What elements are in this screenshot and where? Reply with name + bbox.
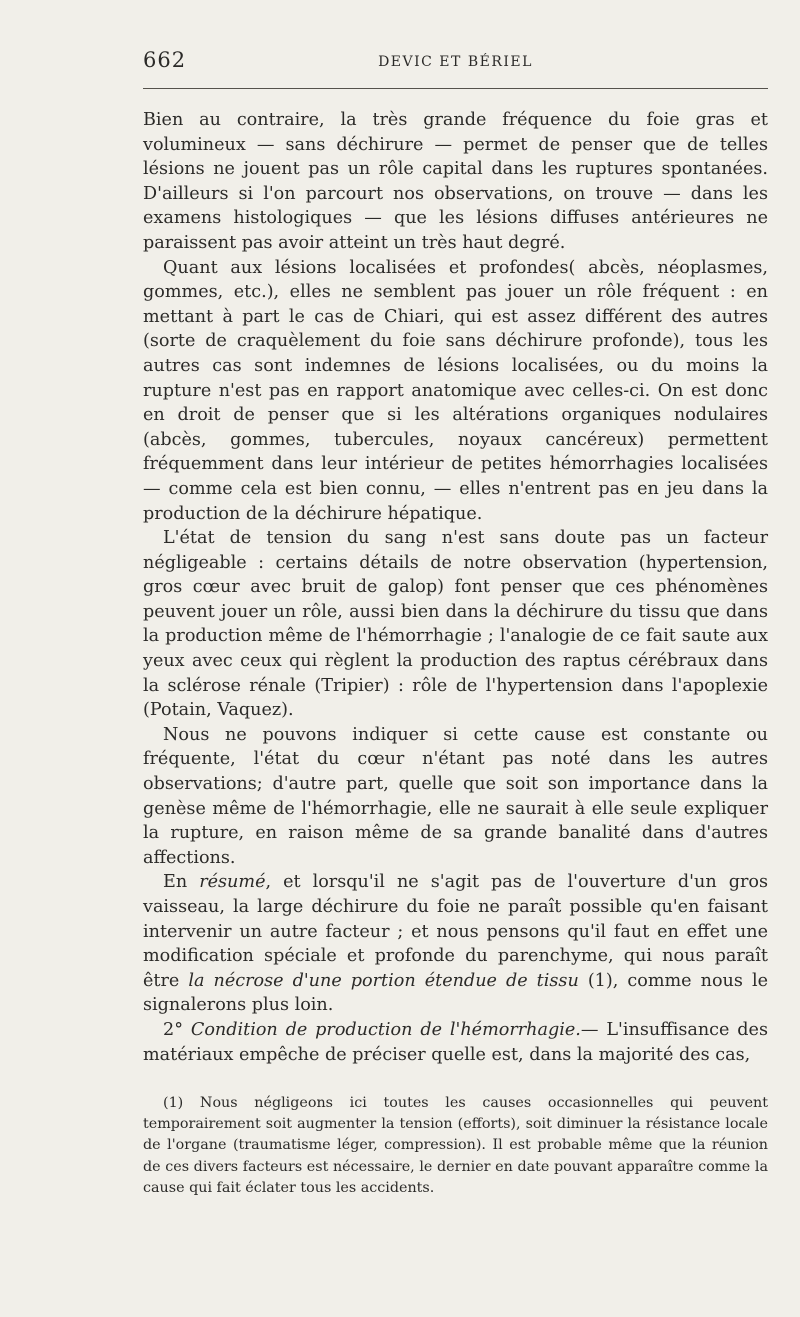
paragraph-5 — [143, 870, 768, 1018]
footnotes — [143, 1093, 768, 1199]
footnote-1: (1) Nous négligeons ici toutes les causes occasionnelles qui peuvent temporairement soit augmenter la tension (efforts), soit diminuer la résistance locale de l'organe (traumatisme léger, compression). Il est probable même que la réunion de ces divers facteurs est nécessaire, le dernier en date pouvant apparaître comme la cause qui fait éclater tous les accidents. — [143, 1095, 768, 1196]
paragraph-5-emphasis-necrose: la nécrose d'une portion étendue de tissu — [188, 970, 579, 991]
page-header — [143, 48, 768, 84]
section-heading: Condition de production de l'hémorrhagie. — [190, 1019, 581, 1040]
paragraph-6-tail: — L'insuffisance des matériaux empêche de préciser quelle est, dans la majorité des cas, — [143, 1019, 769, 1065]
section-number: 2° — [163, 1019, 191, 1040]
running-head: DEVIC ET BÉRIEL — [378, 54, 533, 70]
paragraph-5-tail: (1), comme nous le signalerons plus loin. — [143, 970, 768, 1016]
paragraph-2: Quant aux lésions localisées et profondes( abcès, néoplasmes, gommes, etc.), elles ne semblent pas jouer un rôle fréquent : en mettant à part le cas de Chiari, qui est assez différent des autres (sorte de craquèlement du foie sans déchirure profonde), tous les autres cas sont indemnes de lésions localisées, ou du moins la rupture n'est pas en rapport anatomique avec celles-ci. On est donc en droit de penser que si les altérations organiques nodulaires (abcès, gommes, tubercules, noyaux cancéreux) permettent fréquemment dans leur intérieur de petites hémorrhagies localisées — comme cela est bien connu, — elles n'entrent pas en jeu dans la production de la déchirure hépatique. — [143, 257, 768, 524]
paragraph-3: L'état de tension du sang n'est sans doute pas un facteur négligeable : certains détails de notre observation (hypertension, gros cœur avec bruit de galop) font penser que ces phénomènes peuvent jouer un rôle, aussi bien dans la déchirure du tissu que dans la production même de l'hémorrhagie ; l'analogie de ce fait saute aux yeux avec ceux qui règlent la production des raptus cérébraux dans la sclérose rénale (Tripier) : rôle de l'hypertension dans l'apoplexie (Potain, Vaquez). — [143, 528, 768, 721]
paragraph-4: Nous ne pouvons indiquer si cette cause est constante ou fréquente, l'état du cœur n'étant pas noté dans les autres observations; d'autre part, quelle que soit son importance dans la genèse même de l'hémorrhagie, elle ne saurait à elle seule expliquer la rupture, en raison même de sa grande banalité dans d'autres affections. — [143, 724, 768, 868]
paragraph-5-emphasis-resume: résumé — [199, 872, 266, 893]
paragraph-5-middle: , et lorsqu'il ne s'agit pas de l'ouverture d'un gros vaisseau, la large déchirure du foie ne paraît possible qu'en faisant intervenir un autre facteur ; et nous pensons qu'il faut en effet une modification spéciale et profonde du parenchyme, qui nous paraît être — [143, 872, 768, 991]
header-rule — [143, 88, 768, 89]
paragraph-1: Bien au contraire, la très grande fréquence du foie gras et volumineux — sans déchirure — permet de penser que de telles lésions ne jouent pas un rôle capital dans les ruptures spontanées. D'ailleurs si l'on parcourt nos observations, on trouve — dans les examens histologiques — que les lésions diffuses antérieures ne paraissent pas avoir atteint un très haut degré. — [143, 110, 768, 253]
page-number: 662 — [143, 48, 187, 72]
paragraph-5-lead: En — [163, 872, 200, 893]
paragraph-6 — [143, 1018, 768, 1067]
body-text — [143, 108, 768, 1067]
